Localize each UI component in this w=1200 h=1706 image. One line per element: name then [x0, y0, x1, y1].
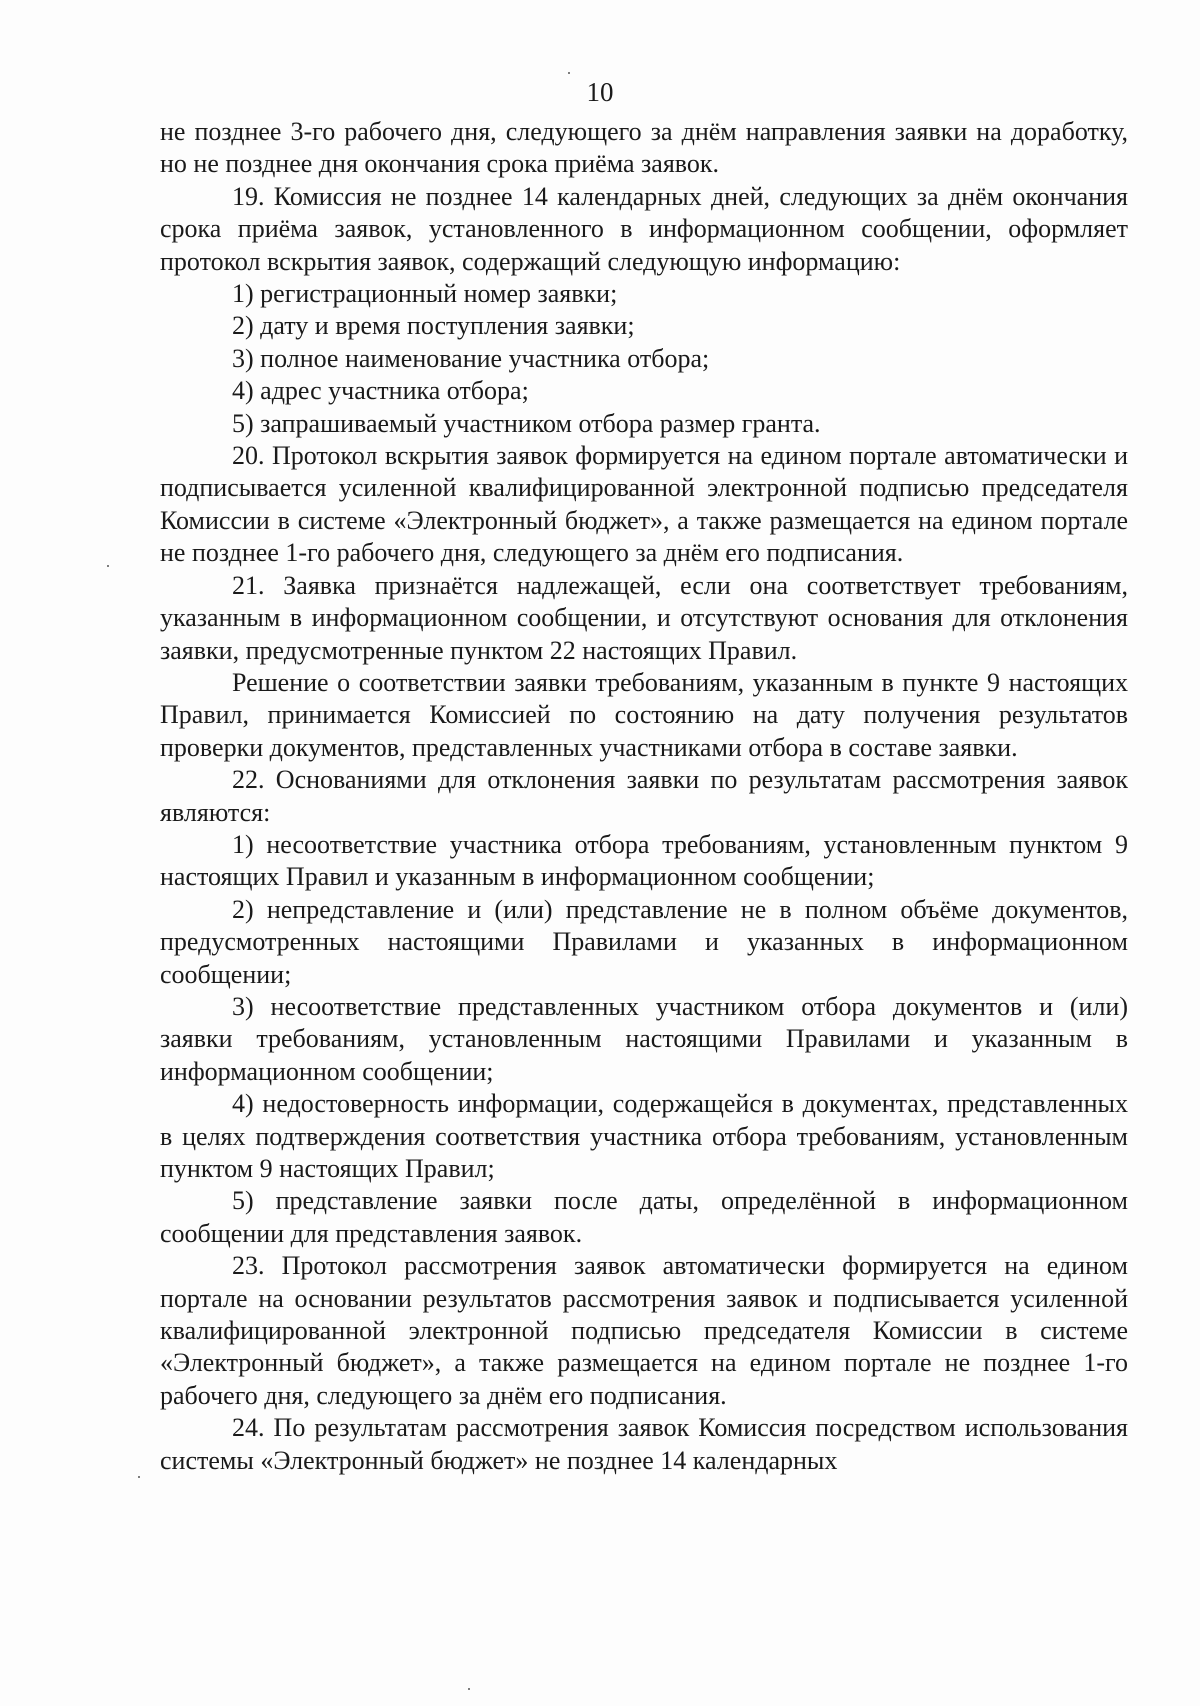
paragraph-decision: Решение о соответствии заявки требованиям, указанным в пункте 9 настоящих Правил, принимается Комиссией по состоянию на дату получения результатов проверки документов, представленных участниками отбора в составе заявки.: [160, 667, 1128, 762]
list-item-4: 4) адрес участника отбора;: [232, 376, 529, 406]
rejection-reason-3: 3) несоответствие представленных участником отбора документов и (или) заявки требованиям, установленным настоящими Правилами и указанным в информационном сообщении;: [160, 991, 1128, 1086]
scan-speck: [468, 1688, 470, 1690]
paragraph-clause-20: 20. Протокол вскрытия заявок формируется на едином портале автоматически и подписывается усиленной квалифицированной электронной подписью председателя Комиссии в системе «Электронный бюджет», а также размещается на едином портале не позднее 1-го рабочего дня, следующего за днём его подписания.: [160, 441, 1128, 568]
rejection-reason-5: 5) представление заявки после даты, определённой в информационном сообщении для представления заявок.: [160, 1186, 1128, 1248]
rejection-reason-1: 1) несоответствие участника отбора требованиям, установленным пунктом 9 настоящих Правил и указанным в информационном сообщении;: [160, 829, 1128, 892]
document-body: [160, 116, 1128, 1477]
paragraph-clause-21: 21. Заявка признаётся надлежащей, если она соответствует требованиям, указанным в информационном сообщении, и отсутствуют основания для отклонения заявки, предусмотренные пунктом 22 настоящих Правил.: [160, 570, 1128, 665]
rejection-reason-2: 2) непредставление и (или) представление не в полном объёме документов, предусмотренных настоящими Правилами и указанных в информационном сообщении;: [160, 894, 1128, 989]
paragraph-clause-24: 24. По результатам рассмотрения заявок Комиссия посредством использования системы «Электронный бюджет» не позднее 14 календарных: [160, 1413, 1128, 1475]
paragraph-clause-19: 19. Комиссия не позднее 14 календарных дней, следующих за днём окончания срока приёма заявок, установленного в информационном сообщении, оформляет протокол вскрытия заявок, содержащий следующую информацию:: [160, 181, 1128, 276]
paragraph-continuation: не позднее 3-го рабочего дня, следующего за днём направления заявки на доработку, но не позднее дня окончания срока приёма заявок.: [160, 117, 1128, 179]
scan-speck: [138, 1476, 140, 1478]
list-item-3: 3) полное наименование участника отбора;: [232, 343, 710, 373]
list-item-5: 5) запрашиваемый участником отбора размер гранта.: [232, 408, 821, 438]
scan-speck: [568, 72, 570, 74]
list-item-1: 1) регистрационный номер заявки;: [232, 279, 618, 309]
page-number: 10: [586, 77, 614, 107]
paragraph-clause-22: 22. Основаниями для отклонения заявки по результатам рассмотрения заявок являются:: [160, 765, 1128, 827]
paragraph-clause-23: 23. Протокол рассмотрения заявок автоматически формируется на едином портале на основании результатов рассмотрения заявок и подписывается усиленной квалифицированной электронной подписью председателя Комиссии в системе «Электронный бюджет», а также размещается на едином портале не позднее 1-го рабочего дня, следующего за днём его подписания.: [160, 1251, 1128, 1410]
list-item-2: 2) дату и время поступления заявки;: [232, 311, 635, 341]
rejection-reason-4: 4) недостоверность информации, содержащейся в документах, представленных в целях подтверждения соответствия участника отбора требованиям, установленным пунктом 9 настоящих Правил;: [160, 1089, 1128, 1183]
scan-speck: [107, 565, 109, 567]
